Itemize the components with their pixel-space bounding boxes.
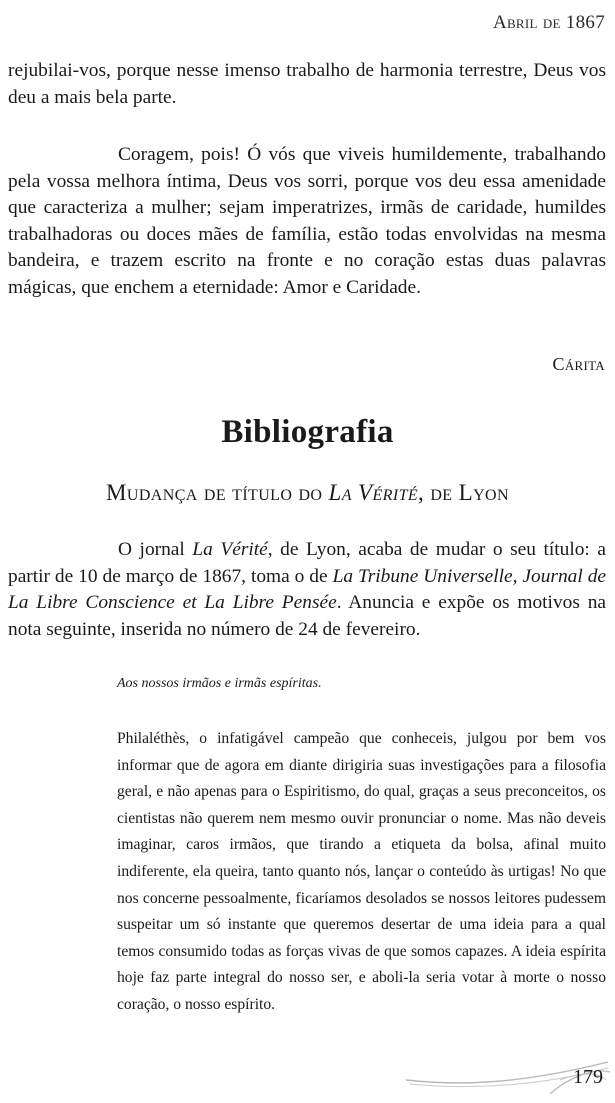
intro-journal-new: La Tribune Universelle, Journal de La Libre Conscience et La Libre Pensée [8,565,606,613]
quote-salutation: Aos nossos irmãos e irmãs espíritas. [117,676,322,691]
intro-text-1: O jornal [118,539,193,560]
intro-text-2: , de Lyon, acaba de mudar o seu título: a partir de 10 de março de 1867, toma o de [8,539,606,587]
intro-text-3: . Anuncia e expõe os motivos na nota seguinte, inserida no número de 24 de fevereiro. [8,592,606,640]
intro-paragraph [8,537,606,643]
paragraph-coragem: Coragem, pois! Ó vós que viveis humildemente, trabalhando pela vossa melhora íntima, Deus vos sorri, porque vos deu essa amenidade que caracteriza a mulher; sejam imperatrizes, irmãs de caridade, humildes trabalhadoras ou doces mães de família, estão todas envolvidas na mesma bandeira, e trazem escrito na fronte e no coração estas duas palavras mágicas, que enchem a eternidade: Amor e Caridade. [8,144,606,298]
author-signature: Cárita [552,354,605,374]
running-header: Abril de 1867 [492,12,605,33]
subsection-title-end: , de Lyon [418,480,509,505]
subsection-title [0,480,615,506]
page-number: 179 [573,1066,603,1088]
quote-body: Philaléthès, o infatigável campeão que conheceis, julgou por bem vos informar que de agora em diante dirigiria suas investigações para a filosofia geral, e não apenas para o Espiritismo, do qual, graças a seus preconceitos, os cientistas não querem nem mesmo ouvir pronunciar o nome. Mas não deveis imaginar, caros irmãos, que tirando a etiqueta da bolsa, afinal muito indiferente, ela queira, tanto quanto nós, lançar o conteúdo às urtigas! No que nos concerne pessoalmente, ficaríamos desolados se nossos leitores pudessem suspeitar um só instante que queremos desertar de uma ideia para a qual temos consumido todas as forças vivas de que somos capazes. A ideia espírita hoje faz parte integral do nosso ser, e aboli-la seria votar à morte o nosso coração, o nosso espírito. [117,730,606,1013]
intro-journal-old: La Vérité [192,539,268,560]
section-title: Bibliografia [221,414,394,450]
paragraph-continuation: rejubilai-vos, porque nesse imenso trabalho de harmonia terrestre, Deus vos deu a mais bela parte. [8,60,606,108]
subsection-title-start: Mudança de título do [106,480,329,505]
subsection-title-journal: La Vérité [328,480,419,505]
